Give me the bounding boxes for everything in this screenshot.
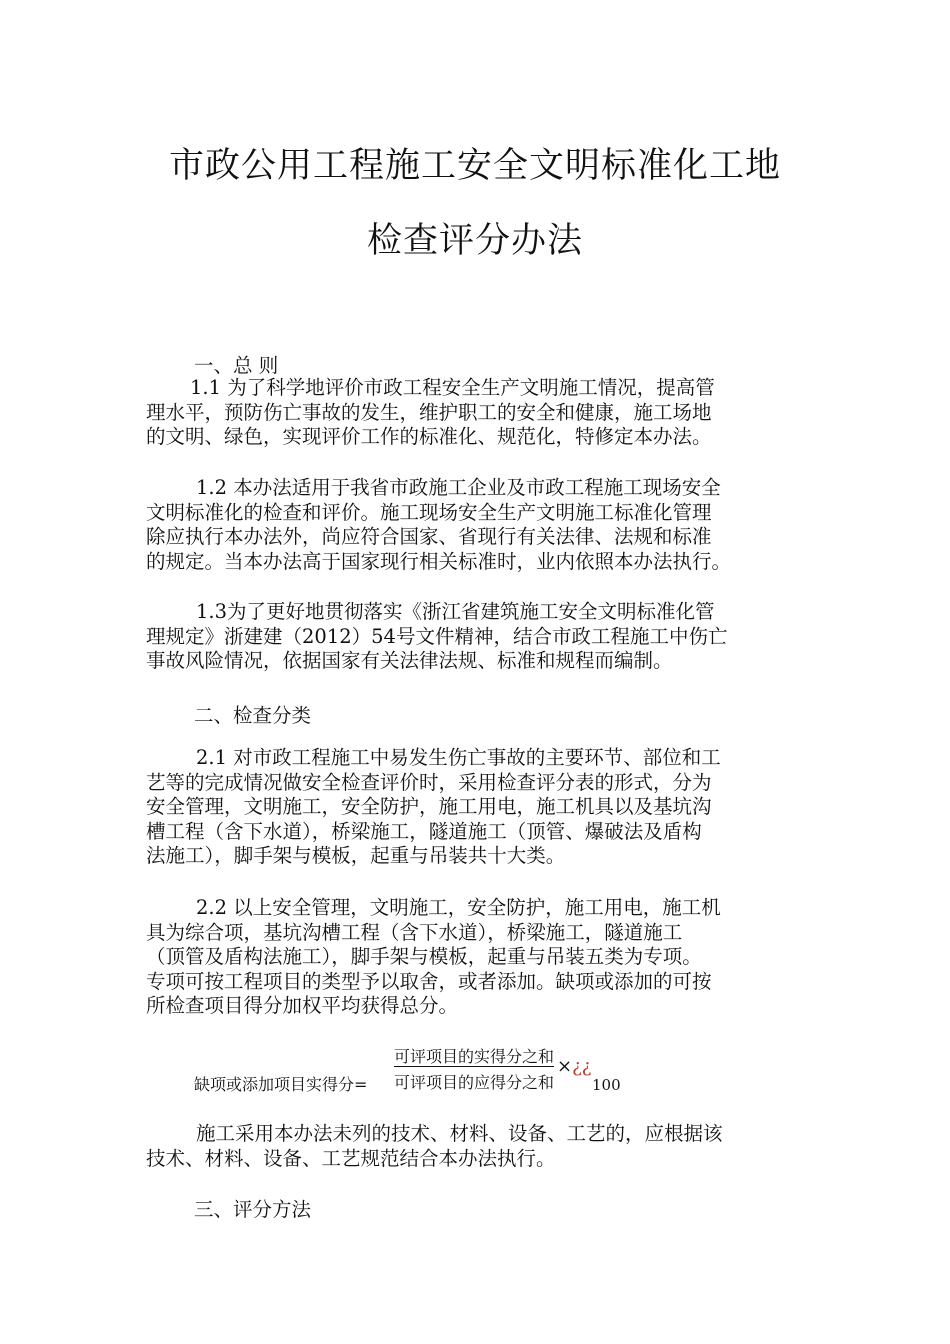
paragraph-line: 2.2 以上安全管理，文明施工，安全防护，施工用电，施工机	[196, 896, 721, 919]
paragraph-line: 的文明、绿色，实现评价工作的标准化、规范化，特修定本办法。	[146, 425, 712, 448]
document-title-line2: 检查评分办法	[366, 221, 583, 261]
paragraph-line: 事故风险情况，依据国家有关法律法规、标准和规程而编制。	[146, 649, 673, 672]
formula-numerator: 可评项目的实得分之和	[394, 1047, 555, 1066]
paragraph-line: 2.1 对市政工程施工中易发生伤亡事故的主要环节、部位和工	[196, 746, 721, 769]
paragraph-line: 1.1 为了科学地评价市政工程安全生产文明施工情况，提高管	[190, 376, 715, 399]
paragraph-line: 槽工程（含下水道），桥梁施工，隧道施工（顶管、爆破法及盾构	[146, 819, 702, 843]
paragraph-line: 1.2 本办法适用于我省市政施工企业及市政工程施工现场安全	[196, 476, 721, 499]
paragraph-line: 安全管理，文明施工，安全防护，施工用电，施工机具以及基坑沟	[146, 795, 712, 818]
formula-glyph: ¿¿	[572, 1056, 592, 1077]
section1-heading: 一、总 则	[194, 354, 279, 377]
formula-denominator: 可评项目的应得分之和	[394, 1073, 555, 1092]
paragraph-line: 理规定》浙建建（2012）54号文件精神，结合市政工程施工中伤亡	[146, 624, 728, 648]
paragraph-1-2	[146, 476, 806, 574]
paragraph-line: 的规定。当本办法高于国家现行相关标准时，业内依照本办法执行。	[146, 549, 732, 573]
section3-heading: 三、评分方法	[194, 1198, 312, 1221]
formula-lhs: 缺项或添加项目实得分=	[194, 1075, 368, 1094]
fraction-bar	[394, 1066, 554, 1067]
paragraph-line: 具为综合项，基坑沟槽工程（含下水道），桥梁施工，隧道施工	[146, 920, 683, 944]
paragraph-line: 除应执行本办法外，尚应符合国家、省现行有关法律、法规和标准	[146, 525, 712, 548]
formula-operator	[557, 1056, 591, 1077]
paragraph-line: 技术、材料、设备、工艺规范结合本办法执行。	[146, 1146, 556, 1170]
paragraph-line: 施工采用本办法未列的技术、材料、设备、工艺的，应根据该	[196, 1122, 723, 1145]
paragraph-2-1	[146, 746, 806, 869]
paragraph-1-1	[146, 376, 806, 450]
paragraph-line: 法施工），脚手架与模板，起重与吊装共十大类。	[146, 844, 566, 867]
paragraph-line: 1.3为了更好地贯彻落实《浙江省建筑施工安全文明标准化管	[196, 600, 715, 623]
section2-heading: 二、检查分类	[194, 704, 312, 727]
formula-hundred: 100	[592, 1076, 621, 1094]
document-title-line1: 市政公用工程施工安全文明标准化工地	[168, 146, 781, 186]
paragraph-2-2	[146, 896, 806, 1019]
paragraph-line: （顶管及盾构法施工），脚手架与模板，起重与吊装五类为专项。	[146, 945, 702, 968]
paragraph-line: 文明标准化的检查和评价。施工现场安全生产文明施工标准化管理	[146, 500, 712, 524]
paragraph-2-3	[146, 1122, 806, 1171]
paragraph-line: 所检查项目得分加权平均获得总分。	[146, 994, 459, 1017]
paragraph-1-3	[146, 600, 806, 674]
paragraph-line: 专项可按工程项目的类型予以取舍，或者添加。缺项或添加的可按	[146, 969, 712, 993]
score-formula	[194, 1040, 694, 1100]
times-sign: ×	[557, 1056, 573, 1077]
paragraph-line: 理水平，预防伤亡事故的发生，维护职工的安全和健康，施工场地	[146, 400, 712, 424]
paragraph-line: 艺等的完成情况做安全检查评价时，采用检查评分表的形式，分为	[146, 770, 712, 794]
